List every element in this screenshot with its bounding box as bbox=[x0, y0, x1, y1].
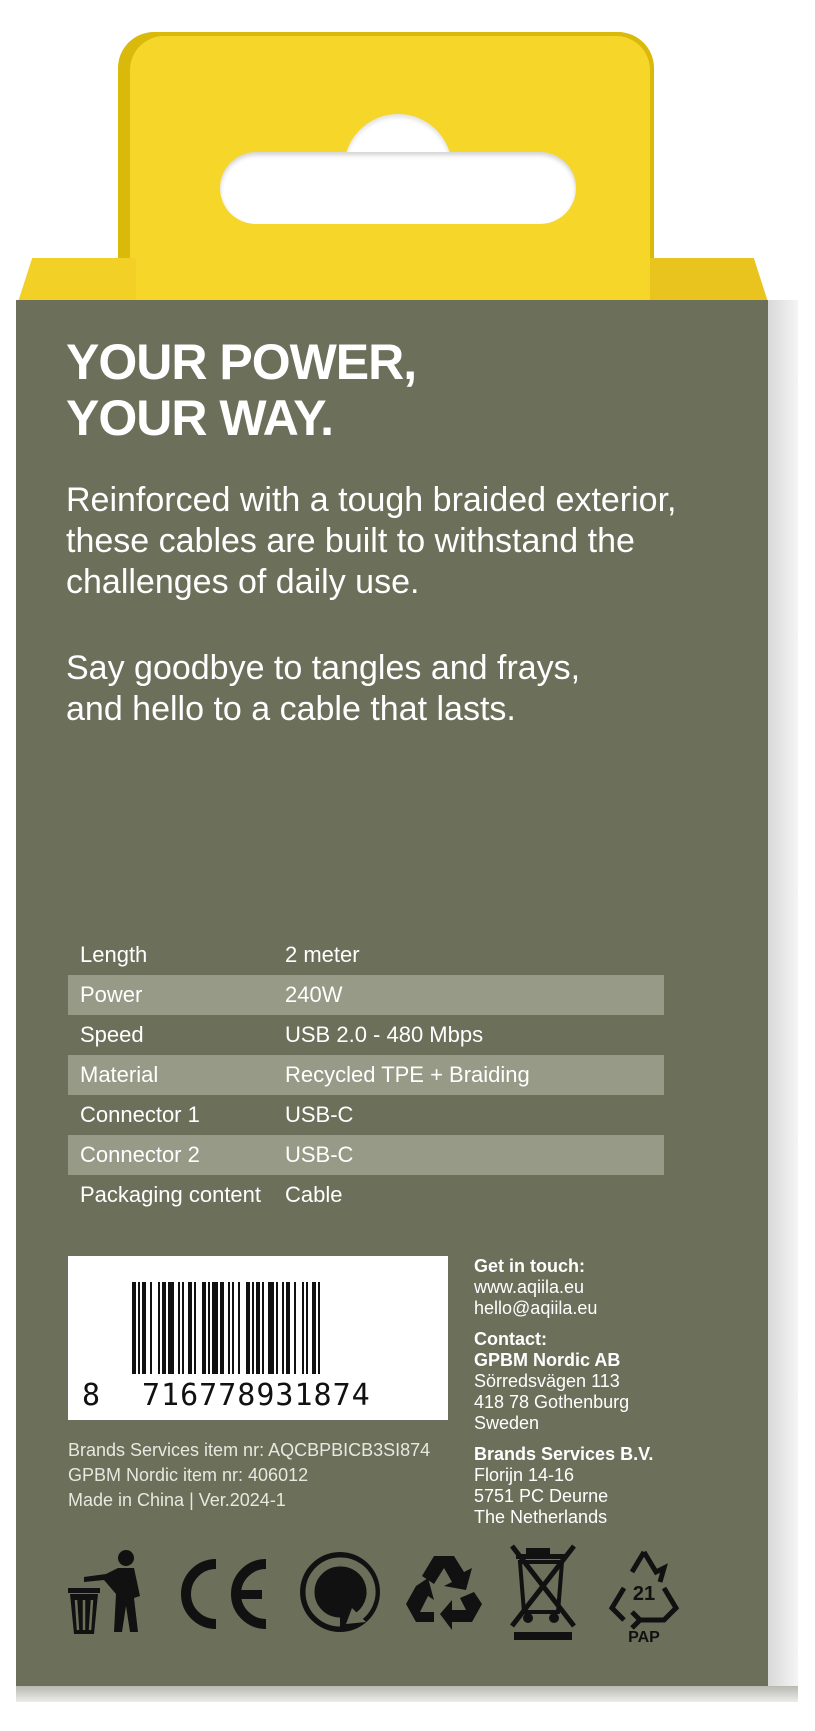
description-line: challenges of daily use. bbox=[66, 563, 420, 601]
company-name: GPBM Nordic AB bbox=[474, 1350, 621, 1370]
headline bbox=[66, 334, 666, 446]
spec-value: 2 meter bbox=[285, 942, 360, 967]
package-top-right-flap bbox=[650, 258, 768, 302]
barcode bbox=[68, 1256, 448, 1420]
tagline-line: and hello to a cable that lasts. bbox=[66, 690, 516, 728]
certification-symbols bbox=[64, 1542, 744, 1652]
spec-label: Speed bbox=[80, 1022, 144, 1047]
spec-label: Length bbox=[80, 942, 148, 967]
tagline-paragraph bbox=[66, 648, 726, 730]
hang-hole bbox=[220, 152, 576, 224]
spec-row-packaging-content bbox=[68, 1175, 664, 1215]
package-top-left-flap bbox=[18, 258, 136, 302]
description-paragraph bbox=[66, 480, 726, 603]
spec-value: Cable bbox=[285, 1182, 343, 1207]
tidyman-icon bbox=[64, 1548, 154, 1638]
spec-row-power bbox=[68, 975, 664, 1015]
description-line: these cables are built to withstand the bbox=[66, 522, 635, 560]
spec-row-material bbox=[68, 1055, 664, 1095]
spec-label: Material bbox=[80, 1062, 159, 1087]
spec-row-length bbox=[68, 935, 664, 975]
contact-heading: Contact: bbox=[474, 1329, 547, 1349]
spec-value: USB 2.0 - 480 Mbps bbox=[285, 1022, 484, 1047]
spec-label: Connector 2 bbox=[80, 1142, 200, 1167]
package-side-edge bbox=[768, 300, 798, 1686]
recycle-icon bbox=[400, 1550, 488, 1634]
item-info-line: Brands Services item nr: AQCBPBICB3SI874 bbox=[68, 1440, 431, 1460]
barcode-digits: 716778931874 bbox=[142, 1378, 371, 1413]
spec-label: Connector 1 bbox=[80, 1102, 200, 1127]
contact-block bbox=[474, 1256, 764, 1528]
pap-number: 21 bbox=[632, 1583, 656, 1605]
headline-line: YOUR POWER, bbox=[66, 334, 417, 390]
spec-value: USB-C bbox=[285, 1142, 354, 1167]
pap-label: PAP bbox=[628, 1629, 660, 1644]
weee-crossed-bin-icon bbox=[508, 1542, 580, 1642]
company-name: Brands Services B.V. bbox=[474, 1444, 654, 1464]
spec-row-speed bbox=[68, 1015, 664, 1055]
spec-value: 240W bbox=[285, 982, 343, 1007]
pap-21-recycle-icon bbox=[604, 1548, 684, 1644]
address-line: Sörredsvägen 113 bbox=[474, 1371, 620, 1391]
green-dot-icon bbox=[296, 1548, 384, 1636]
barcode-gap bbox=[320, 1282, 322, 1374]
get-in-touch-heading: Get in touch: bbox=[474, 1256, 585, 1276]
item-info bbox=[68, 1438, 468, 1513]
headline-line: YOUR WAY. bbox=[66, 390, 334, 446]
spec-table bbox=[68, 935, 664, 1215]
address-line: Sweden bbox=[474, 1413, 540, 1433]
website-text: www.aqiila.eu bbox=[474, 1277, 585, 1297]
spec-label: Power bbox=[80, 982, 143, 1007]
email-text: hello@aqiila.eu bbox=[474, 1298, 598, 1318]
tagline-line: Say goodbye to tangles and frays, bbox=[66, 649, 581, 687]
barcode-bars bbox=[132, 1282, 422, 1374]
spec-row-connector-1 bbox=[68, 1095, 664, 1135]
address-line: The Netherlands bbox=[474, 1507, 608, 1527]
package-bottom-edge bbox=[16, 1686, 798, 1702]
address-line: 418 78 Gothenburg bbox=[474, 1392, 630, 1412]
ce-mark-icon bbox=[172, 1556, 272, 1632]
spec-value: USB-C bbox=[285, 1102, 354, 1127]
address-line: Florijn 14-16 bbox=[474, 1465, 575, 1485]
spec-row-connector-2 bbox=[68, 1135, 664, 1175]
address-line: 5751 PC Deurne bbox=[474, 1486, 609, 1506]
item-info-line: Made in China | Ver.2024-1 bbox=[68, 1490, 286, 1510]
barcode-lead-digit: 8 bbox=[82, 1378, 101, 1413]
spec-value: Recycled TPE + Braiding bbox=[285, 1062, 530, 1087]
item-info-line: GPBM Nordic item nr: 406012 bbox=[68, 1465, 309, 1485]
description-line: Reinforced with a tough braided exterior, bbox=[66, 481, 677, 519]
spec-label: Packaging content bbox=[80, 1182, 262, 1207]
